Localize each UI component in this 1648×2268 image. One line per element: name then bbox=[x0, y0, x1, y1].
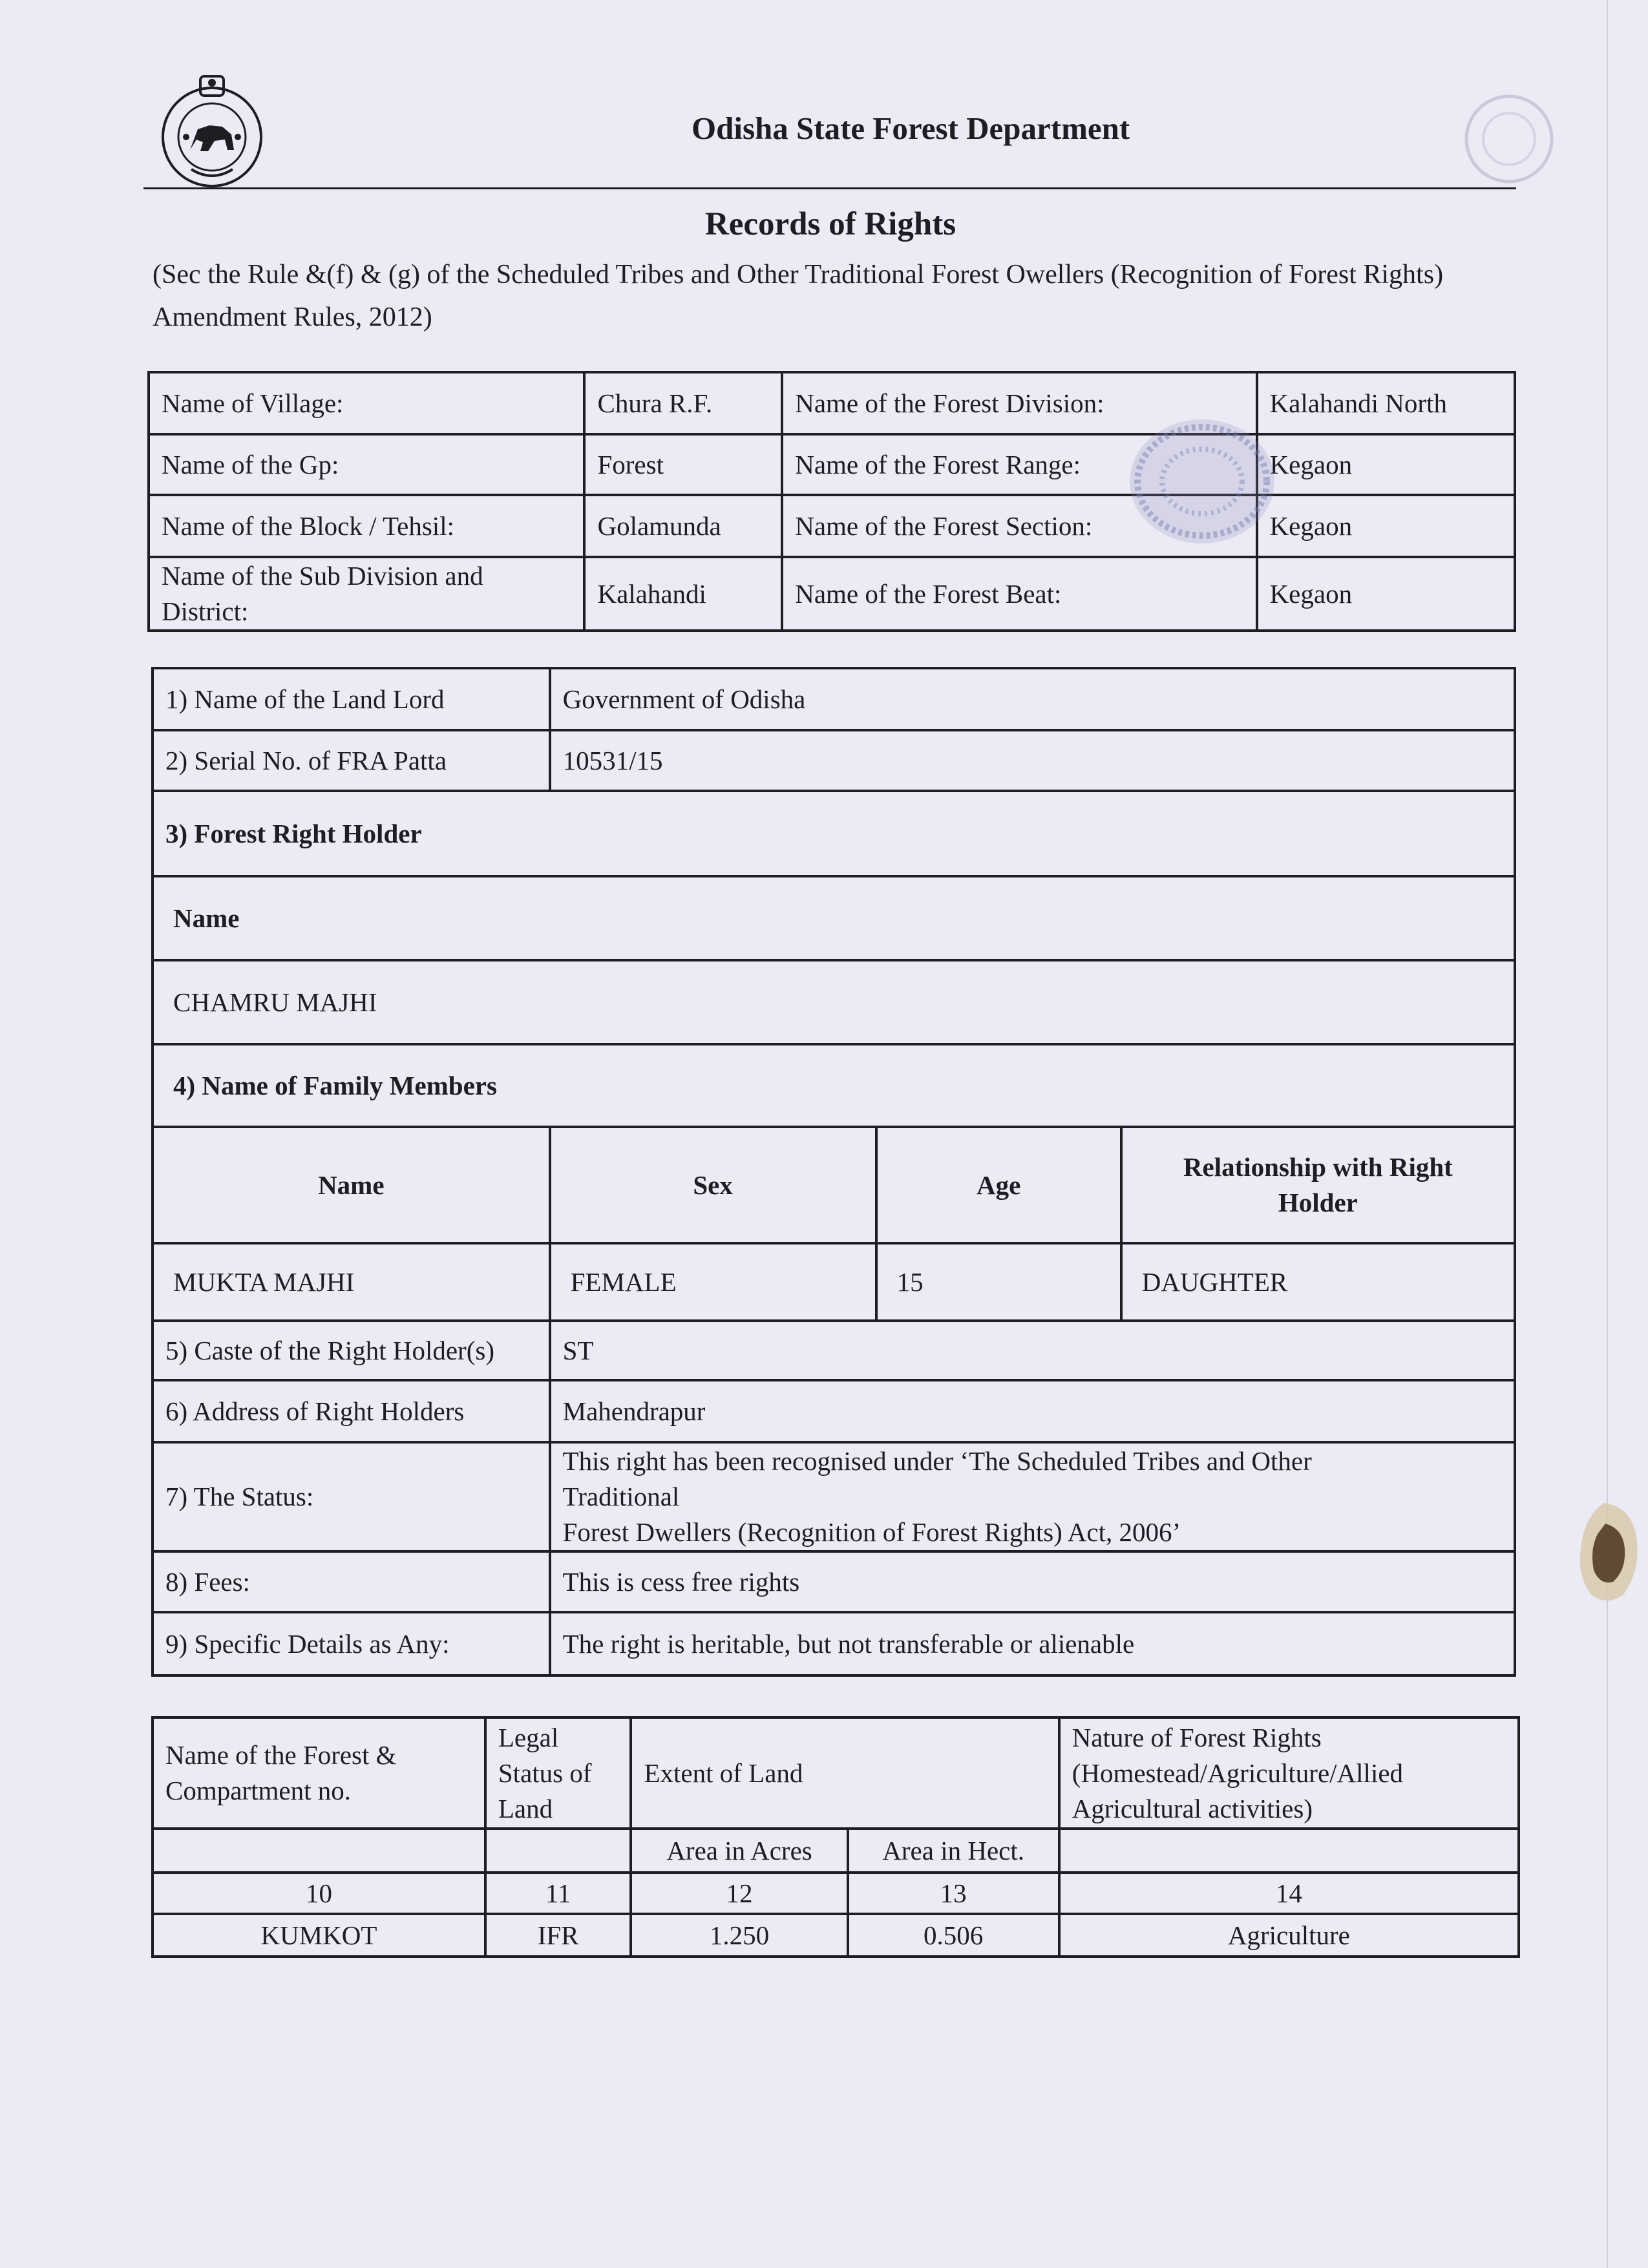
forest-range-value: Kegaon bbox=[1257, 434, 1515, 495]
gp-value: Forest bbox=[584, 434, 782, 495]
land-table bbox=[151, 1716, 1520, 1958]
col-nature-of-rights: Nature of Forest Rights (Homestead/Agriculture/Allied Agricultural activities) bbox=[1059, 1717, 1519, 1829]
col-legal-status: Legal Status of Land bbox=[485, 1717, 631, 1829]
table-row bbox=[153, 1380, 1515, 1442]
location-table bbox=[147, 371, 1516, 632]
col-number: 12 bbox=[631, 1873, 847, 1914]
village-label: Name of Village: bbox=[149, 372, 584, 434]
forest-section-label: Name of the Forest Section: bbox=[782, 495, 1256, 557]
holder-name: CHAMRU MAJHI bbox=[153, 960, 1515, 1044]
block-label: Name of the Block / Tehsil: bbox=[149, 495, 584, 557]
table-row bbox=[149, 495, 1515, 557]
table-row bbox=[149, 557, 1515, 631]
status-line-1: This right has been recognised under ‘The Scheduled Tribes and Other bbox=[562, 1446, 1312, 1476]
block-value: Golamunda bbox=[584, 495, 782, 557]
sub-area-hect: Area in Hect. bbox=[848, 1829, 1059, 1873]
forest-section-value: Kegaon bbox=[1257, 495, 1515, 557]
table-row bbox=[153, 1829, 1519, 1873]
forest-division-label: Name of the Forest Division: bbox=[782, 372, 1256, 434]
faint-seal-icon bbox=[1457, 90, 1561, 187]
table-row bbox=[153, 730, 1515, 791]
address-label: 6) Address of Right Holders bbox=[153, 1380, 550, 1442]
land-lord-value: Government of Odisha bbox=[550, 668, 1515, 730]
family-col-relationship: Relationship with Right Holder bbox=[1121, 1127, 1515, 1243]
status-label: 7) The Status: bbox=[153, 1442, 550, 1551]
area-hect-value: 0.506 bbox=[848, 1914, 1059, 1957]
col-number: 11 bbox=[485, 1873, 631, 1914]
legal-status-value: IFR bbox=[485, 1914, 631, 1957]
forest-beat-value: Kegaon bbox=[1257, 557, 1515, 631]
document-subtitle: (Sec the Rule &(f) & (g) of the Scheduled Tribes and Other Traditional Forest Owellers (Recognition of Forest Rights) Amendment Rules, 2012) bbox=[153, 260, 1444, 332]
empty-cell bbox=[153, 1829, 485, 1873]
table-row bbox=[153, 1551, 1515, 1612]
sub-division-value: Kalahandi bbox=[584, 557, 782, 631]
col-forest-compartment: Name of the Forest & Compartment no. bbox=[153, 1717, 485, 1829]
details-label: 9) Specific Details as Any: bbox=[153, 1612, 550, 1675]
land-lord-label: 1) Name of the Land Lord bbox=[153, 668, 550, 730]
forest-name-value: KUMKOT bbox=[153, 1914, 485, 1957]
empty-cell bbox=[1059, 1829, 1519, 1873]
table-row bbox=[153, 1612, 1515, 1675]
serial-label: 2) Serial No. of FRA Patta bbox=[153, 730, 550, 791]
forest-range-label: Name of the Forest Range: bbox=[782, 434, 1256, 495]
organization-title: Odisha State Forest Department bbox=[692, 110, 1130, 146]
office-stamp-icon bbox=[1125, 414, 1280, 549]
fees-label: 8) Fees: bbox=[153, 1551, 550, 1612]
empty-cell bbox=[485, 1829, 631, 1873]
caste-label: 5) Caste of the Right Holder(s) bbox=[153, 1321, 550, 1380]
table-row bbox=[153, 1321, 1515, 1380]
name-heading: Name bbox=[153, 876, 1515, 960]
member-name: MUKTA MAJHI bbox=[153, 1243, 550, 1321]
col-number: 14 bbox=[1059, 1873, 1519, 1914]
village-value: Chura R.F. bbox=[584, 372, 782, 434]
header-divider bbox=[143, 187, 1516, 189]
odisha-state-emblem-icon bbox=[160, 72, 264, 190]
table-row bbox=[149, 372, 1515, 434]
sub-area-acres: Area in Acres bbox=[631, 1829, 847, 1873]
caste-value: ST bbox=[550, 1321, 1515, 1380]
nature-value: Agriculture bbox=[1059, 1914, 1519, 1957]
document-title: Records of Rights bbox=[704, 206, 956, 242]
col-extent-of-land: Extent of Land bbox=[631, 1717, 1059, 1829]
forest-beat-label: Name of the Forest Beat: bbox=[782, 557, 1256, 631]
gp-label: Name of the Gp: bbox=[149, 434, 584, 495]
col-number: 13 bbox=[848, 1873, 1059, 1914]
member-relationship: DAUGHTER bbox=[1121, 1243, 1515, 1321]
fees-value: This is cess free rights bbox=[550, 1551, 1515, 1612]
status-line-3: Forest Dwellers (Recognition of Forest Rights) Act, 2006’ bbox=[562, 1517, 1181, 1547]
holder-heading: 3) Forest Right Holder bbox=[153, 791, 1515, 876]
page-edge-line bbox=[1607, 0, 1608, 2268]
table-row bbox=[153, 791, 1515, 876]
family-heading: 4) Name of Family Members bbox=[153, 1044, 1515, 1127]
member-sex: FEMALE bbox=[550, 1243, 876, 1321]
family-col-age: Age bbox=[876, 1127, 1121, 1243]
address-value: Mahendrapur bbox=[550, 1380, 1515, 1442]
family-member-row bbox=[153, 1243, 1515, 1321]
member-age: 15 bbox=[876, 1243, 1121, 1321]
table-row bbox=[153, 1442, 1515, 1551]
family-header-row bbox=[153, 1127, 1515, 1243]
sub-division-label: Name of the Sub Division and District: bbox=[149, 557, 584, 631]
details-value: The right is heritable, but not transferable or alienable bbox=[550, 1612, 1515, 1675]
rights-table bbox=[151, 667, 1516, 1677]
table-row bbox=[153, 960, 1515, 1044]
family-col-sex: Sex bbox=[550, 1127, 876, 1243]
col-number: 10 bbox=[153, 1873, 485, 1914]
table-row bbox=[153, 876, 1515, 960]
family-col-name: Name bbox=[153, 1127, 550, 1243]
area-acres-value: 1.250 bbox=[631, 1914, 847, 1957]
table-row bbox=[153, 668, 1515, 730]
column-number-row bbox=[153, 1873, 1519, 1914]
table-row bbox=[153, 1044, 1515, 1127]
status-value bbox=[550, 1442, 1515, 1551]
table-row bbox=[149, 434, 1515, 495]
forest-division-value: Kalahandi North bbox=[1257, 372, 1515, 434]
table-row bbox=[153, 1717, 1519, 1829]
table-row bbox=[153, 1914, 1519, 1957]
serial-value: 10531/15 bbox=[550, 730, 1515, 791]
status-line-2: Traditional bbox=[562, 1482, 680, 1511]
paper-stain-icon bbox=[1572, 1498, 1643, 1608]
